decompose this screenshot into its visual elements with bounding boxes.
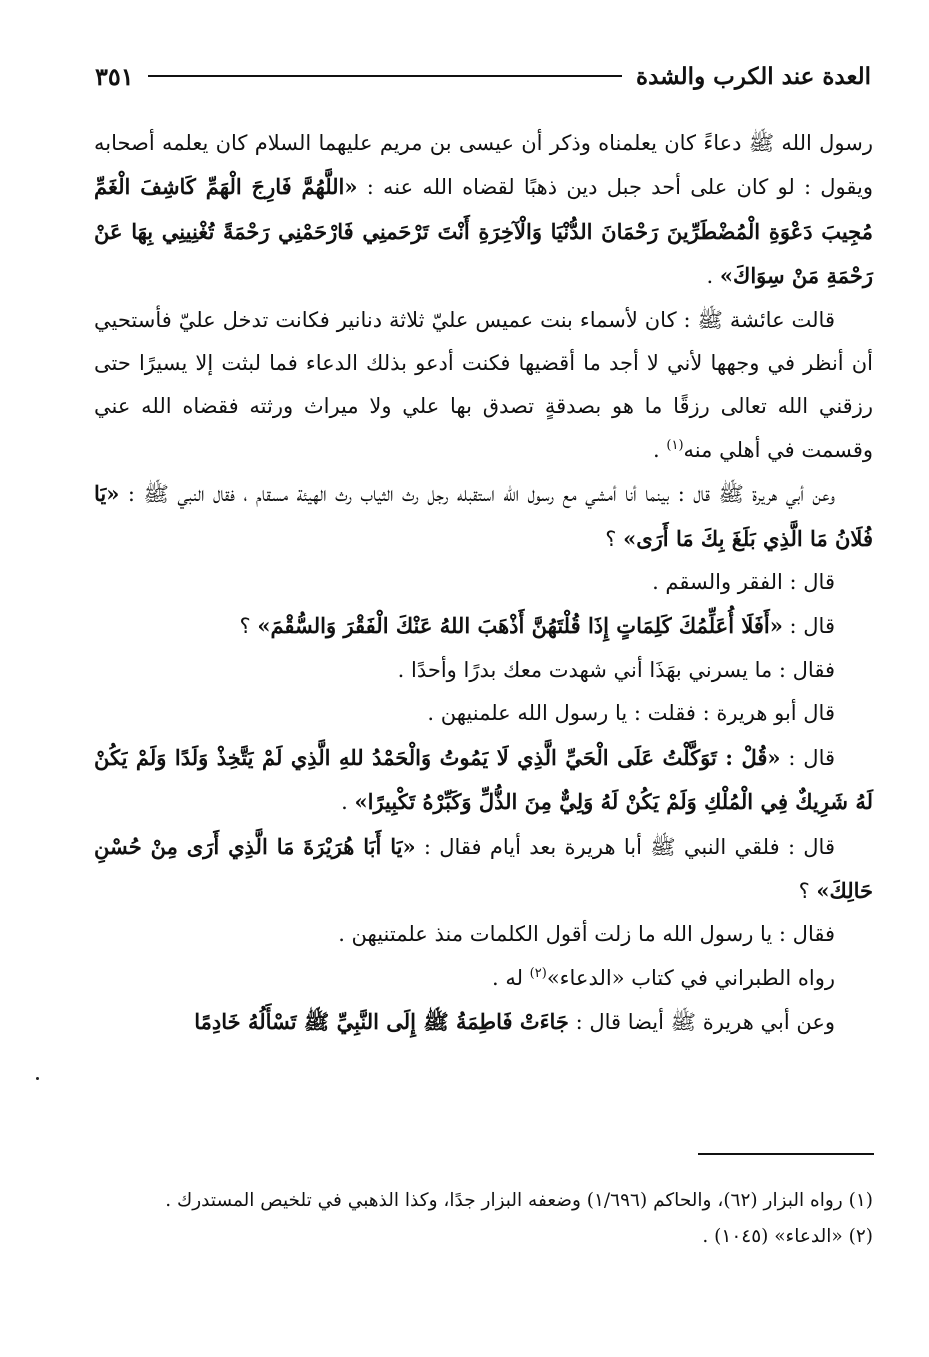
- punctuation: ؟: [605, 526, 624, 551]
- dhikr-quote: «قُلْ : تَوَكَّلْتُ عَلَى الْحَيِّ الَّذِي لَا يَمُوتُ وَالْحَمْدُ للهِ الَّذِي لَمْ يَتَّخِذْ وَلَدًا وَلَمْ يَكُنْ لَهُ شَرِيكٌ فِي الْمُلْكِ وَلَمْ يَكُنْ لَهُ وَلِيٌّ مِنَ الذُّلِّ وَكَبِّرْهُ تَكْبِيرًا»: [94, 744, 873, 815]
- paragraph-text: قالت عائشة ﷺ : كان لأسماء بنت عميس عليّ ثلاثة دنانير فكانت تدخل عليّ فأستحيي أن أنظر في وجهها لأني لا أجد ما أقضيها فكنت أدعو بذلك الدعاء فما لبثت إلا يسيرًا حتى رزقني الله تعالى رزقًا ما هو بصدقةٍ تصدق بها علي ولا ميراث ورثته فقضاه الله عني وقسمت في أهلي منه: [94, 307, 874, 462]
- footnote-2: (٢) «الدعاء» (١٠٤٥) .: [702, 1226, 873, 1247]
- paragraph-5: [94, 604, 873, 648]
- paragraph-9: [94, 825, 873, 914]
- footnote-1: (١) رواه البزار (٦٢)، والحاكم (١/٦٩٦) وضعفه البزار جدًا، وكذا الذهبي في تلخيص المستدرك .: [165, 1190, 873, 1211]
- punctuation: .: [341, 790, 355, 815]
- hadith-quote: «يَا فُلَانُ مَا الَّذِي بَلَغَ بِكَ مَا أَرَى»: [94, 481, 873, 551]
- paragraph-text: له .: [491, 965, 530, 990]
- punctuation: .: [706, 264, 720, 289]
- margin-dot: [36, 1077, 39, 1080]
- chapter-title: العدة عند الكرب والشدة: [636, 62, 871, 90]
- paragraph-7: قال أبو هريرة : فقلت : يا رسول الله علمنيهن .: [427, 701, 835, 726]
- footnote-ref-1: (١): [666, 437, 684, 453]
- paragraph-text: وعن أبي هريرة ﷺ قال : بينما أنا أمشي مع رسول الله استقبله رجل رث الثياب رث الهيئة مسقام ، فقال النبي ﷺ :: [119, 482, 835, 507]
- running-header: [95, 56, 871, 96]
- paragraph-11: [94, 957, 873, 1000]
- paragraph-12: [94, 1000, 873, 1044]
- paragraph-1: [94, 122, 873, 299]
- punctuation: ؟: [798, 878, 817, 903]
- paragraph-3: [94, 472, 873, 561]
- paragraph-text: قال :: [780, 745, 836, 770]
- hadith-quote: جَاءَتْ فَاطِمَةُ ﷺ إِلَى النَّبِيِّ ﷺ تَسْأَلُهُ خَادِمًا: [194, 1009, 569, 1035]
- punctuation: .: [653, 437, 667, 462]
- main-text: [94, 122, 873, 1045]
- hadith-quote: «أَفَلَا أُعَلِّمُكَ كَلِمَاتٍ إِذَا قُلْتَهُنَّ أَذْهَبَ اللهُ عَنْكَ الْفَقْرَ وَالسُّقْمَ»: [257, 613, 783, 639]
- hadith-quote: «يَا أَبَا هُرَيْرَةَ مَا الَّذِي أَرَى مِنْ حُسْنِ حَالِكَ»: [94, 833, 873, 903]
- paragraph-10: فقال : يا رسول الله ما زلت أقول الكلمات منذ علمتنيهن .: [338, 922, 835, 947]
- paragraph-text: قال : فلقي النبي ﷺ أبا هريرة بعد أيام فقال :: [415, 834, 835, 859]
- paragraph-2: [94, 299, 873, 473]
- page-number: ٣٥١: [95, 61, 134, 91]
- footnote-rule: [698, 1153, 874, 1155]
- paragraph-text: قال :: [782, 614, 835, 639]
- paragraph-text: رواه الطبراني في كتاب «الدعاء»: [546, 965, 835, 990]
- dua-quote: «اللَّهُمَّ فَارِجَ الْهَمِّ كَاشِفَ الْغَمِّ مُجِيبَ دَعْوَةِ الْمُضْطَرِّينَ رَحْمَانَ الدُّنْيَا وَالْآخِرَةِ أَنْتَ تَرْحَمنِي فَارْحَمْنِي رَحْمَةً تُغْنِينِي بِهَا عَنْ رَحْمَةِ مَنْ سِوَاكَ»: [94, 174, 873, 289]
- paragraph-8: [94, 736, 873, 825]
- footnote-ref-2: (٢): [529, 965, 547, 981]
- footnotes: [94, 1183, 873, 1255]
- paragraph-4: قال : الفقر والسقم .: [652, 570, 835, 595]
- paragraph-text: رسول الله ﷺ دعاءً كان يعلمناه وذكر أن عيسى بن مريم عليهما السلام كان يعلمه أصحابه ويقول : لو كان على أحد جبل دين ذهبًا لقضاه الله عنه :: [94, 131, 873, 200]
- header-rule: [148, 75, 622, 77]
- punctuation: ؟: [239, 614, 258, 639]
- paragraph-text: وعن أبي هريرة ﷺ أيضا قال :: [568, 1010, 835, 1035]
- paragraph-6: فقال : ما يسرني بهَذَا أني شهدت معك بدرًا وأحدًا .: [397, 657, 835, 682]
